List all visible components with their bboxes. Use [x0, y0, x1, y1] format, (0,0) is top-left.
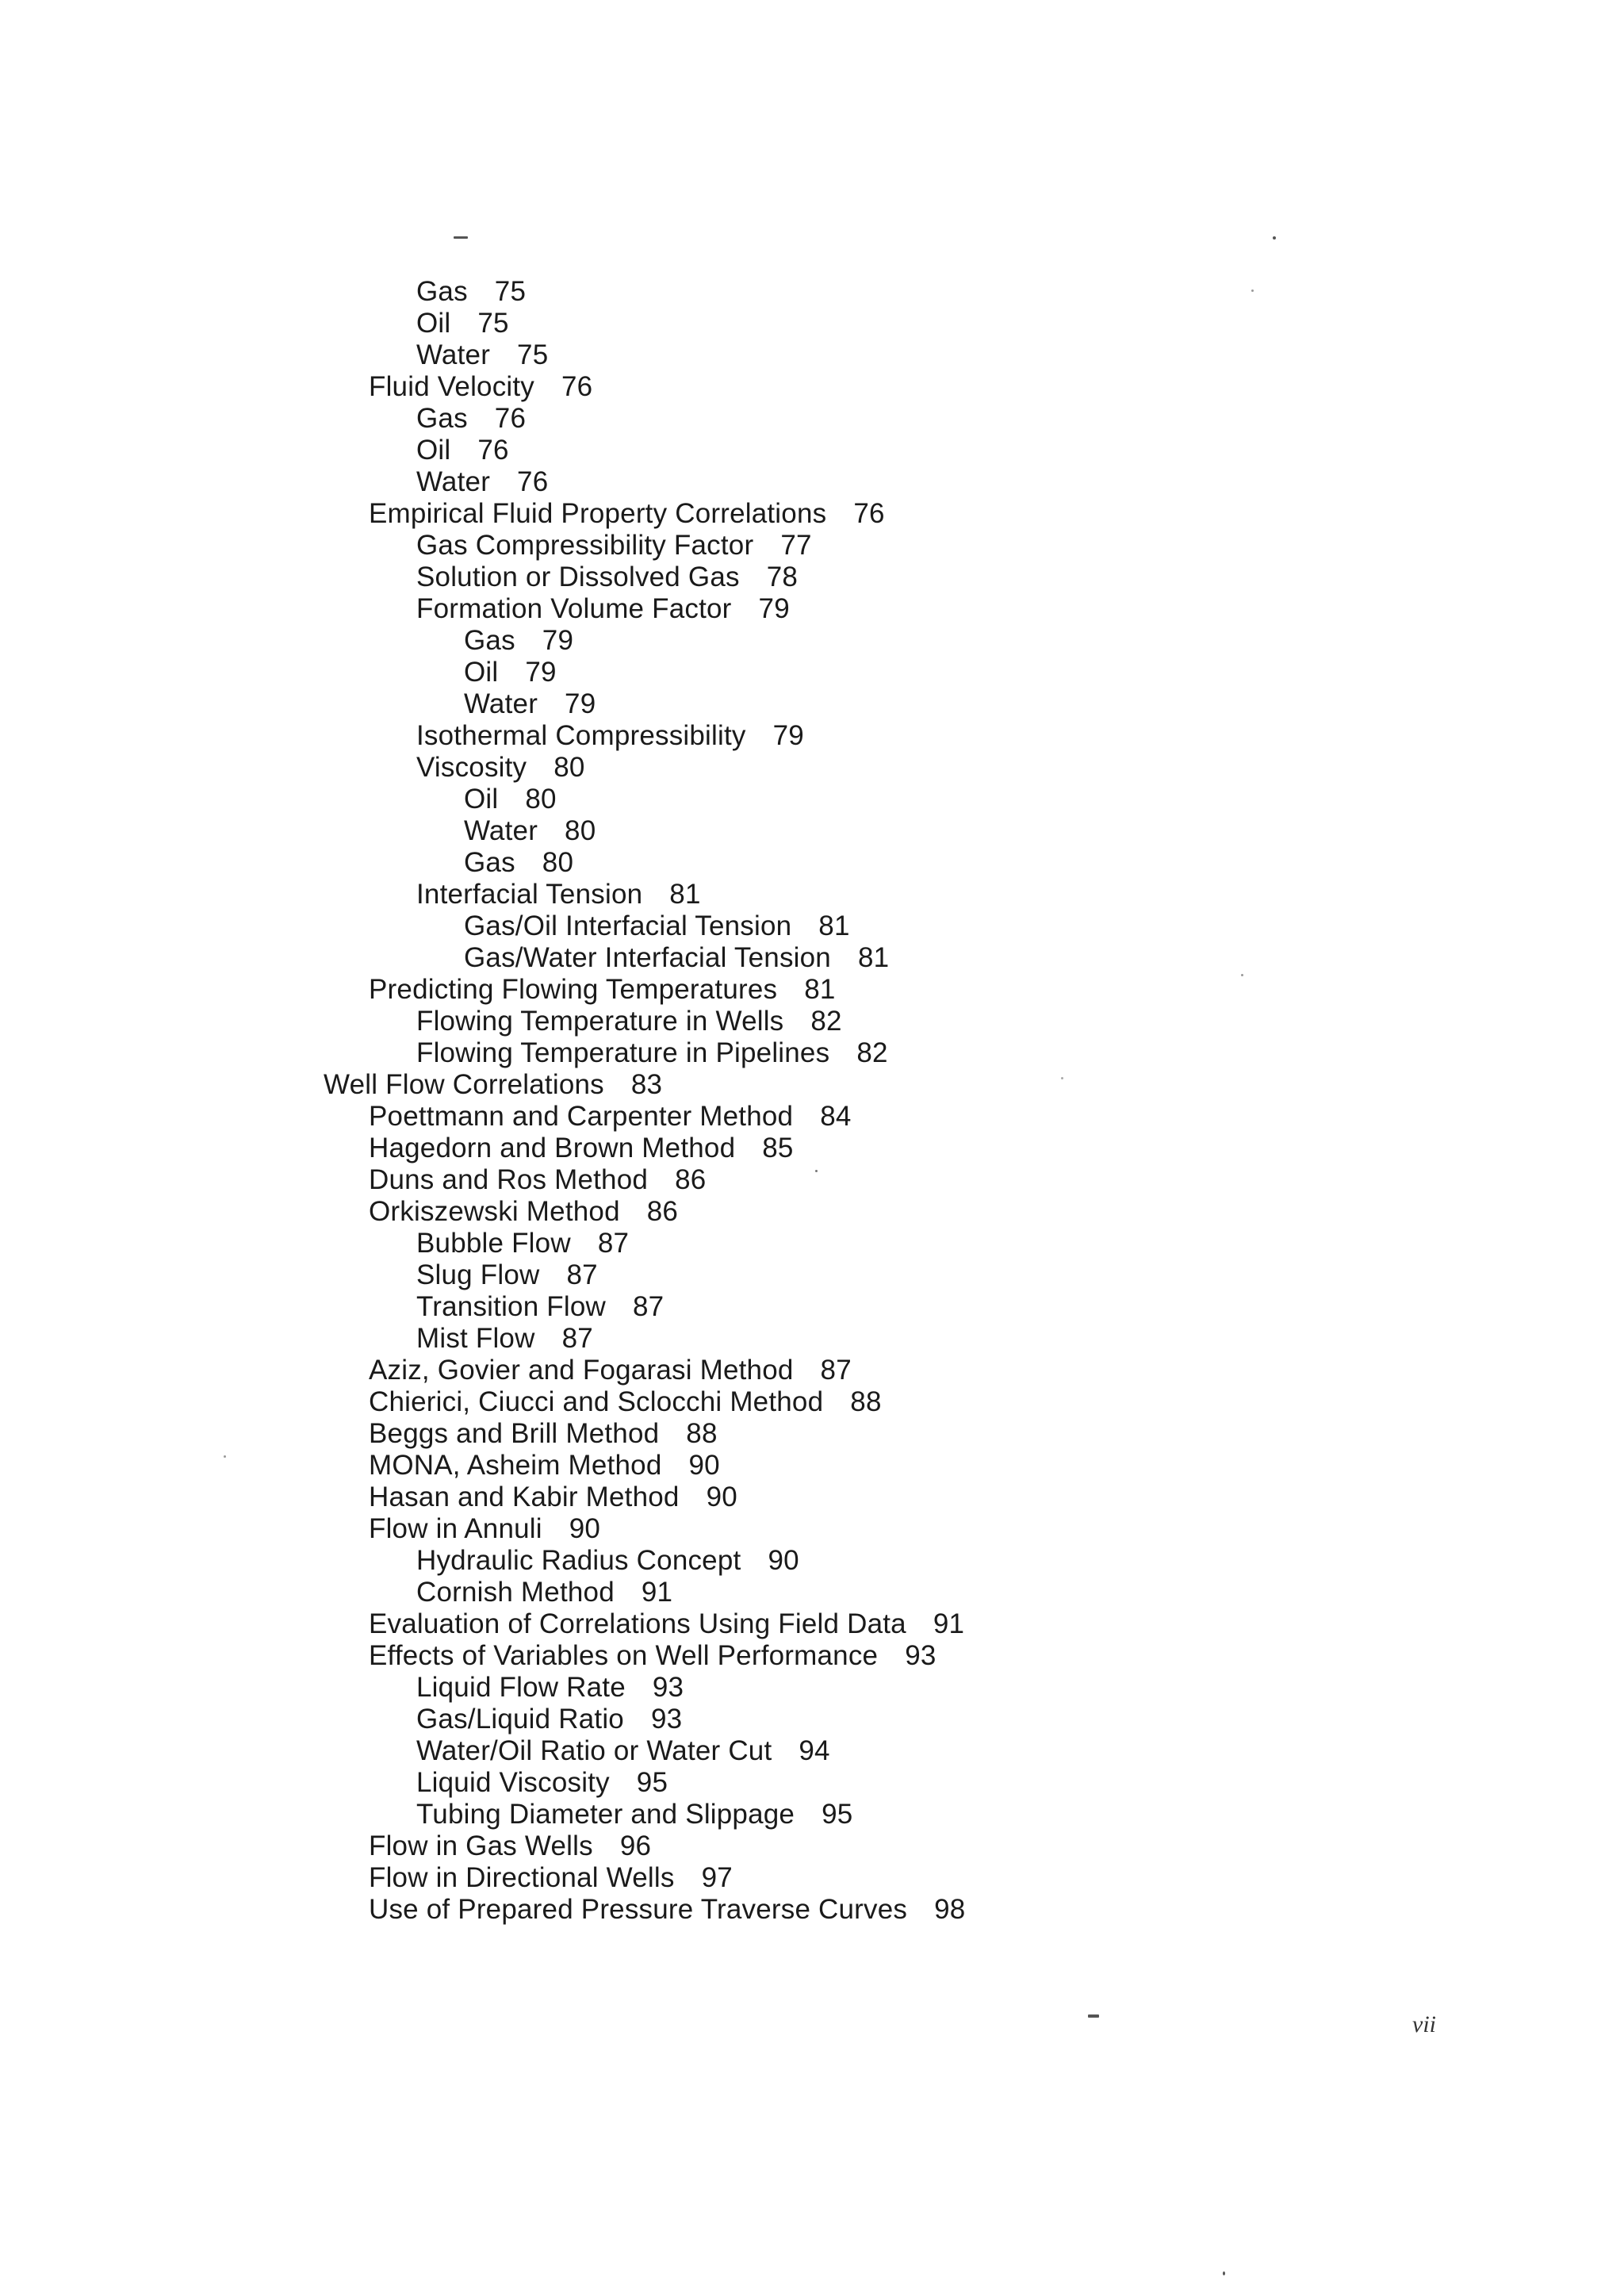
toc-entry: [416, 752, 585, 784]
toc-entry-title: Formation Volume Factor: [416, 593, 732, 624]
toc-entry-title: Gas: [416, 403, 468, 434]
toc-entry: [324, 1069, 662, 1101]
toc-entry-title: Oil: [464, 784, 499, 815]
toc-entry-page: 85: [762, 1133, 794, 1163]
toc-entry: [369, 1418, 718, 1450]
toc-entry-title: Orkiszewski Method: [369, 1196, 620, 1227]
toc-entry-page: 96: [619, 1830, 652, 1861]
toc-entry-page: 88: [850, 1386, 882, 1417]
toc-entry-title: Evaluation of Correlations Using Field Data: [369, 1608, 906, 1639]
toc-entry-title: Hydraulic Radius Concept: [416, 1545, 741, 1576]
toc-entry: [464, 784, 557, 815]
toc-entry-title: Flow in Annuli: [369, 1513, 542, 1544]
toc-entry-page: 80: [542, 847, 574, 878]
toc-entry-title: Water: [416, 339, 491, 370]
toc-entry: [416, 1228, 629, 1259]
scan-speck: [1223, 2271, 1225, 2275]
toc-entry-title: Oil: [464, 657, 499, 688]
toc-entry: [416, 1291, 664, 1323]
toc-entry-title: Liquid Flow Rate: [416, 1672, 626, 1703]
toc-entry-title: Use of Prepared Pressure Traverse Curves: [369, 1894, 908, 1925]
toc-entry-page: 87: [597, 1228, 630, 1259]
toc-entry: [369, 974, 836, 1006]
toc-entry: [416, 1672, 684, 1704]
toc-entry-title: Viscosity: [416, 752, 527, 783]
toc-entry-title: Cornish Method: [416, 1577, 615, 1608]
toc-entry: [416, 1577, 672, 1608]
toc-entry: [416, 1259, 598, 1291]
scan-speck: [1088, 2014, 1099, 2018]
toc-entry-title: Gas/Liquid Ratio: [416, 1704, 624, 1735]
toc-entry-page: 81: [804, 974, 836, 1005]
toc-entry-page: 76: [517, 466, 549, 497]
toc-entry-title: Gas: [416, 276, 468, 307]
toc-entry-page: 79: [525, 657, 557, 688]
toc-entry-page: 75: [517, 339, 549, 370]
toc-entry-title: Tubing Diameter and Slippage: [416, 1799, 795, 1830]
toc-entry: [369, 1101, 852, 1133]
toc-entry-title: Aziz, Govier and Fogarasi Method: [369, 1355, 794, 1386]
toc-entry-title: Oil: [416, 435, 451, 466]
toc-entry-title: Water: [464, 688, 538, 719]
toc-entry-page: 82: [856, 1037, 888, 1068]
toc-entry: [464, 942, 889, 974]
toc-entry-page: 75: [494, 276, 527, 307]
toc-entry: [464, 688, 596, 720]
toc-entry-page: 98: [934, 1894, 966, 1925]
toc-entry-page: 76: [561, 371, 593, 402]
toc-entry: [416, 593, 790, 625]
toc-entry-page: 91: [933, 1608, 965, 1639]
toc-entry-title: Predicting Flowing Temperatures: [369, 974, 778, 1005]
scan-speck: [224, 1455, 226, 1458]
toc-entry-page: 81: [669, 879, 701, 910]
toc-entry: [369, 371, 592, 403]
toc-entry-page: 88: [686, 1418, 718, 1449]
toc-entry: [416, 562, 798, 593]
toc-entry: [416, 1704, 682, 1735]
toc-entry: [369, 1640, 936, 1672]
toc-entry-title: Oil: [416, 308, 451, 339]
toc-entry-title: Water: [416, 466, 491, 497]
toc-entry-page: 90: [688, 1450, 720, 1481]
toc-entry-page: 87: [820, 1355, 852, 1386]
toc-entry: [369, 1862, 733, 1894]
toc-entry-title: Flowing Temperature in Wells: [416, 1006, 784, 1037]
toc-entry-title: Water: [464, 815, 538, 846]
toc-entry-title: Mist Flow: [416, 1323, 535, 1354]
toc-entry-page: 95: [636, 1767, 668, 1798]
page-number: vii: [1412, 2011, 1436, 2037]
toc-entry-page: 78: [766, 562, 799, 592]
scan-speck: [1273, 236, 1276, 240]
toc-entry-title: Hagedorn and Brown Method: [369, 1133, 736, 1163]
toc-entry: [369, 1164, 706, 1196]
toc-entry: [369, 1513, 600, 1545]
toc-entry: [464, 910, 850, 942]
toc-entry-page: 93: [652, 1672, 684, 1703]
toc-entry-page: 75: [477, 308, 509, 339]
toc-entry: [416, 1323, 593, 1355]
scan-speck: [454, 236, 468, 239]
toc-entry-title: Gas/Water Interfacial Tension: [464, 942, 831, 973]
toc-entry-page: 79: [565, 688, 596, 719]
toc-entry-page: 93: [650, 1704, 683, 1735]
toc-entry-page: 76: [494, 403, 527, 434]
toc-entry: [416, 1735, 830, 1767]
toc-entry-title: Well Flow Correlations: [324, 1069, 604, 1100]
toc-entry-title: Gas: [464, 847, 515, 878]
toc-entry-page: 87: [566, 1259, 598, 1290]
toc-entry: [369, 1450, 720, 1482]
toc-entry: [416, 466, 548, 498]
toc-entry: [464, 625, 573, 657]
toc-entry: [416, 435, 509, 466]
scan-speck: [1061, 1077, 1063, 1079]
scan-speck: [1251, 289, 1254, 292]
scan-speck: [1241, 974, 1243, 976]
toc-entry-title: Beggs and Brill Method: [369, 1418, 660, 1449]
toc-entry: [416, 308, 509, 339]
toc-entry-title: Interfacial Tension: [416, 879, 643, 910]
toc-entry-title: Transition Flow: [416, 1291, 606, 1322]
toc-entry-title: Gas/Oil Interfacial Tension: [464, 910, 792, 941]
toc-entry: [369, 1133, 794, 1164]
toc-entry-title: Hasan and Kabir Method: [369, 1482, 680, 1512]
toc-entry: [416, 879, 701, 910]
toc-entry-page: 76: [853, 498, 885, 529]
toc-entry-page: 82: [810, 1006, 842, 1037]
toc-entry: [416, 1799, 852, 1830]
toc-entry: [416, 339, 548, 371]
toc-entry-page: 95: [822, 1799, 853, 1830]
toc-entry: [416, 1767, 668, 1799]
toc-entry-page: 90: [768, 1545, 799, 1576]
toc-entry-page: 81: [818, 910, 850, 941]
toc-entry-title: Chierici, Ciucci and Sclocchi Method: [369, 1386, 824, 1417]
toc-entry: [464, 657, 557, 688]
toc-entry-page: 94: [799, 1735, 830, 1766]
toc-entry-title: Flow in Gas Wells: [369, 1830, 593, 1861]
toc-entry: [416, 720, 804, 752]
toc-entry-page: 87: [633, 1291, 665, 1322]
toc-entry-title: Bubble Flow: [416, 1228, 571, 1259]
toc-entry-title: Flowing Temperature in Pipelines: [416, 1037, 830, 1068]
toc-entry-page: 79: [542, 625, 574, 656]
toc-entry-page: 97: [701, 1862, 733, 1893]
toc-entry-title: MONA, Asheim Method: [369, 1450, 662, 1481]
toc-entry: [369, 1830, 651, 1862]
toc-entry-title: Poettmann and Carpenter Method: [369, 1101, 794, 1132]
toc-entry-page: 84: [820, 1101, 852, 1132]
toc-entry-page: 80: [525, 784, 557, 815]
toc-entry: [416, 530, 812, 562]
toc-entry-title: Gas: [464, 625, 515, 656]
toc-entry-title: Effects of Variables on Well Performance: [369, 1640, 879, 1671]
toc-entry-title: Isothermal Compressibility: [416, 720, 746, 751]
toc-entry-title: Gas Compressibility Factor: [416, 530, 754, 561]
toc-entry-page: 86: [675, 1164, 707, 1195]
toc-entry: [416, 403, 526, 435]
toc-entry-title: Liquid Viscosity: [416, 1767, 610, 1798]
toc-entry-title: Water/Oil Ratio or Water Cut: [416, 1735, 772, 1766]
toc-entry-page: 81: [857, 942, 890, 973]
toc-entry: [369, 1894, 965, 1926]
toc-entry: [464, 815, 596, 847]
toc-entry-page: 86: [646, 1196, 679, 1227]
toc-entry-title: Duns and Ros Method: [369, 1164, 649, 1195]
toc-entry-title: Fluid Velocity: [369, 371, 535, 402]
toc-entry-page: 93: [905, 1640, 936, 1671]
toc-entry: [416, 1037, 888, 1069]
toc-entry-page: 79: [758, 593, 790, 624]
toc-entry-page: 77: [780, 530, 812, 561]
toc-entry-page: 91: [641, 1577, 673, 1608]
toc-entry-title: Slug Flow: [416, 1259, 540, 1290]
toc-entry: [369, 498, 885, 530]
toc-entry: [416, 1006, 842, 1037]
toc-entry: [369, 1386, 882, 1418]
toc-entry-page: 87: [561, 1323, 593, 1354]
toc-entry-page: 76: [477, 435, 509, 466]
toc-entry: [369, 1482, 737, 1513]
toc-entry-page: 90: [706, 1482, 737, 1512]
toc-entry-page: 79: [772, 720, 804, 751]
toc-entry-page: 80: [553, 752, 585, 783]
toc-entry: [416, 276, 526, 308]
toc-entry-title: Solution or Dissolved Gas: [416, 562, 740, 592]
toc-entry-title: Empirical Fluid Property Correlations: [369, 498, 827, 529]
toc-entry: [369, 1608, 964, 1640]
toc-entry: [369, 1196, 678, 1228]
toc-entry-page: 83: [630, 1069, 663, 1100]
toc-entry: [464, 847, 573, 879]
toc-entry: [416, 1545, 799, 1577]
scan-speck: [815, 1170, 818, 1172]
toc-entry-page: 90: [569, 1513, 601, 1544]
toc-entry-page: 80: [565, 815, 596, 846]
toc-entry-title: Flow in Directional Wells: [369, 1862, 675, 1893]
toc-entry: [369, 1355, 852, 1386]
